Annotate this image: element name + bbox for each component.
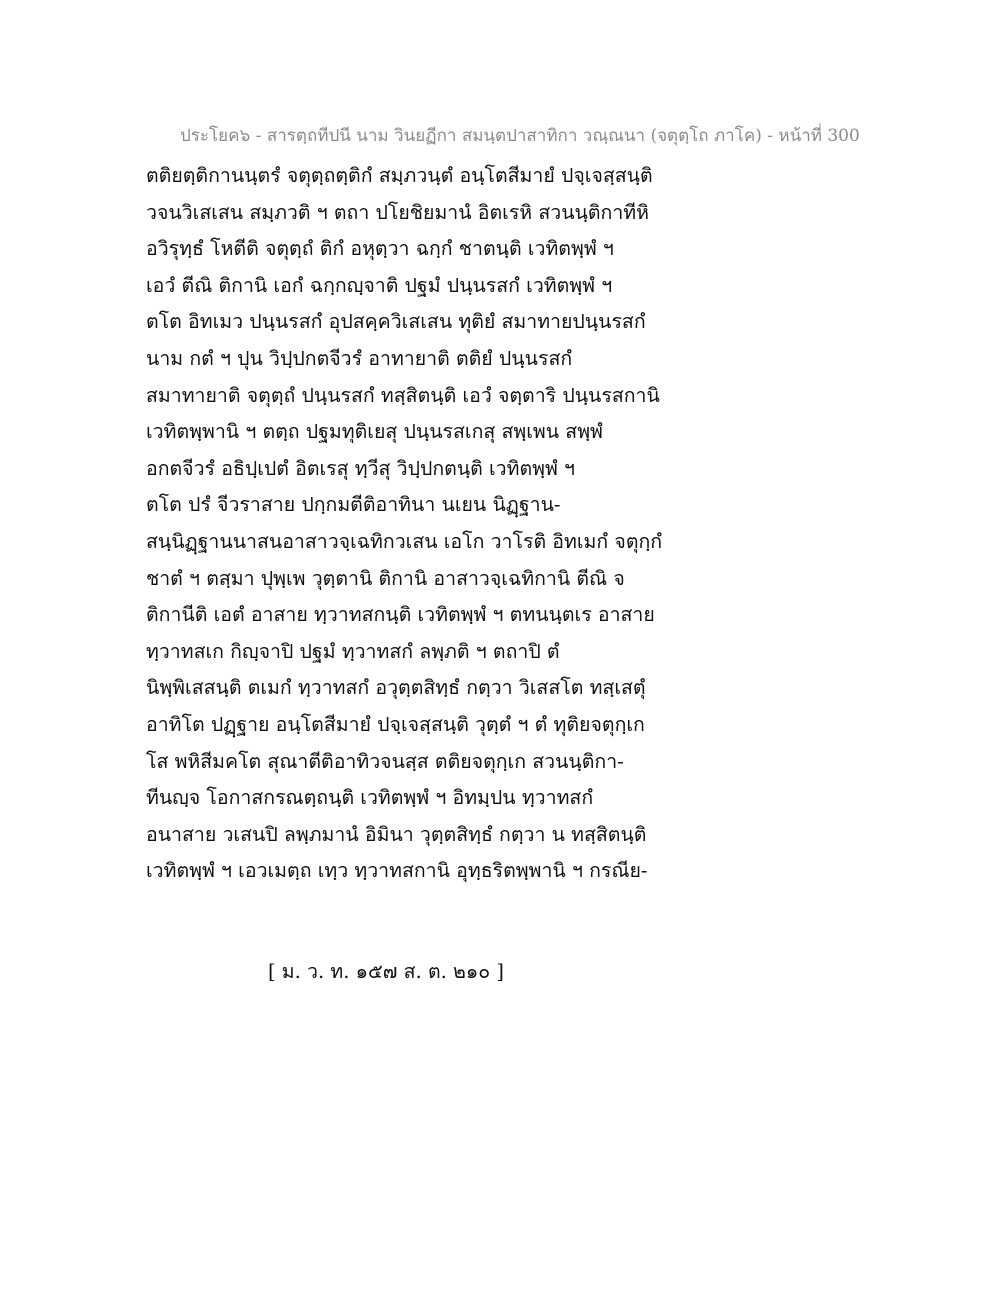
text-line: นาม กตํ ฯ ปุน วิปฺปกตจีวรํ อาทายาติ ตติยํ ปนฺนรสกํ — [146, 346, 573, 370]
text-line: เอวํ ตีณิ ติกานิ เอกํ ฉกฺกญฺจาติ ปฐมํ ปนฺนรสกํ เวทิตพฺพํ ฯ — [146, 273, 613, 297]
cross-reference: [ ม. ว. ท. ๑๕๗ ส. ต. ๒๑๐ ] — [268, 960, 504, 983]
text-line: ติกานีติ เอตํ อาสาย ทฺวาทสกนฺติ เวทิตพฺพํ ฯ ตทนนฺตเร อาสาย — [146, 603, 655, 627]
text-line: ตโต ปรํ จีวราสาย ปกฺกมตีติอาทินา นเยน นิฏฺฐาน- — [146, 493, 561, 517]
text-line: เวทิตพฺพํ ฯ เอวเมตฺถ เทฺว ทฺวาทสกานิ อุทฺธริตพฺพานิ ฯ กรณีย- — [146, 859, 648, 883]
text-line: โส พหิสีมคโต สุณาตีติอาทิวจนสฺส ตติยจตุกฺเก สวนนฺติกา- — [146, 749, 624, 773]
text-line: สนฺนิฏฺฐานนาสนอาสาวจฺเฉทิกวเสน เอโก วาโรติ อิทเมกํ จตุกฺกํ — [146, 529, 663, 553]
text-line: เวทิตพฺพานิ ฯ ตตฺถ ปฐมทุติเยสุ ปนฺนรสเกสุ สพฺเพน สพฺพํ — [146, 420, 603, 444]
text-line: อนาสาย วเสนปิ ลพฺภมานํ อิมินา วุตฺตสิทฺธํ กตฺวา น ทสฺสิตนฺติ — [146, 822, 647, 846]
text-line: ตโต อิทเมว ปนฺนรสกํ อุปสคฺควิเสเสน ทุติยํ สมาทายปนฺนรสกํ — [146, 310, 646, 334]
body-text — [146, 158, 866, 890]
text-line: ชาตํ ฯ ตสฺมา ปุพฺเพ วุตฺตานิ ติกานิ อาสาวจฺเฉทิกานิ ตีณิ จ — [146, 566, 625, 590]
text-line: ทฺวาทสเก กิญฺจาปิ ปฐมํ ทฺวาทสกํ ลพฺภติ ฯ ตถาปิ ตํ — [146, 639, 560, 663]
text-line: ตติยตฺติกานนฺตรํ จตุตฺถตฺติกํ สมฺภวนฺตํ อนฺโตสีมายํ ปจฺเจสฺสนฺติ — [146, 164, 653, 187]
text-line: อวิรุทฺธํ โหตีติ จตุตฺถํ ติกํ อหุตฺวา ฉกฺกํ ชาตนฺติ เวทิตพฺพํ ฯ — [146, 237, 614, 261]
text-line: อาทิโต ปฏฺฐาย อนฺโตสีมายํ ปจฺเจสฺสนฺติ วุตฺตํ ฯ ตํ ทุติยจตุกฺเก — [146, 712, 645, 736]
running-head: ประโยค๖ - สารตฺถทีปนี นาม วินยฏีกา สมนฺตปาสาทิกา วณฺณนา (จตุตฺโถ ภาโค) - หน้าที่ 300 — [180, 126, 860, 146]
text-line: วจนวิเสเสน สมฺภวติ ฯ ตถา ปโยชิยมานํ อิตเรหิ สวนนฺติกาทีหิ — [146, 200, 649, 224]
text-line: ทีนญฺจ โอกาสกรณตฺถนฺติ เวทิตพฺพํ ฯ อิทมฺปน ทฺวาทสกํ — [146, 786, 594, 810]
text-line: สมาทายาติ จตุตฺถํ ปนฺนรสกํ ทสฺสิตนฺติ เอวํ จตฺตาริ ปนฺนรสกานิ — [146, 383, 660, 407]
text-line: นิพฺพิเสสนฺติ ตเมกํ ทฺวาทสกํ อวุตฺตสิทฺธํ กตฺวา วิเสสโต ทสฺเสตุํ — [146, 676, 646, 700]
text-line: อกตจีวรํ อธิปฺเปตํ อิตเรสุ ทฺวีสุ วิปฺปกตนฺติ เวทิตพฺพํ ฯ — [146, 456, 575, 480]
